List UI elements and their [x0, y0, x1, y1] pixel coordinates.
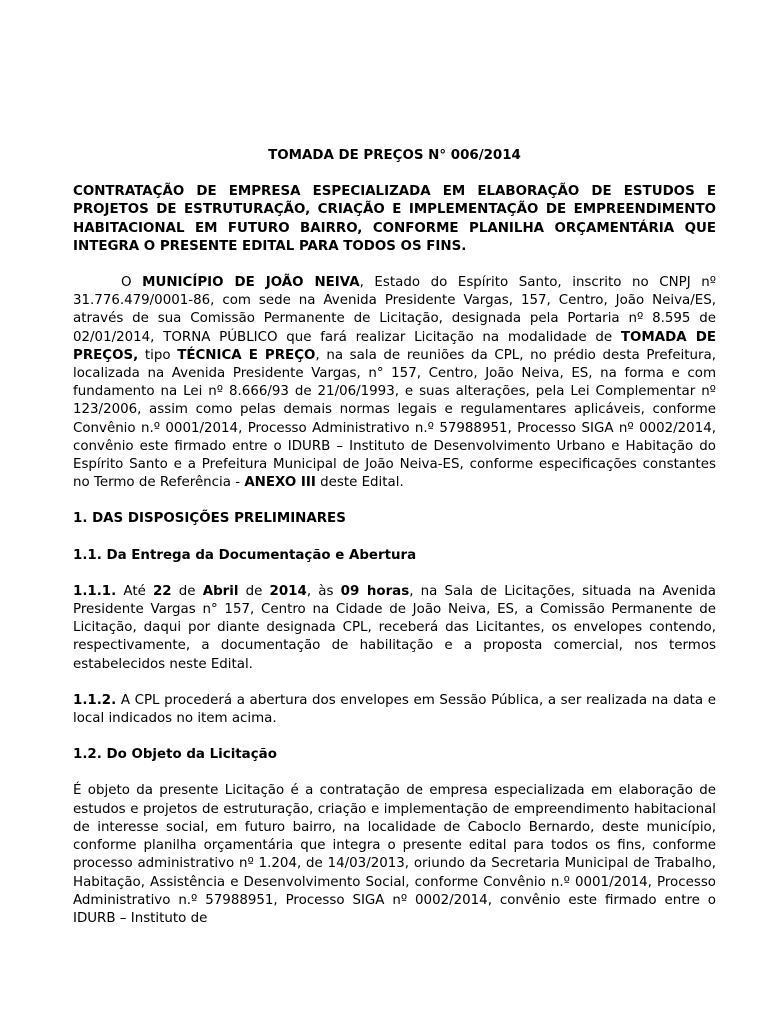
intro-text-1: O — [121, 275, 143, 291]
intro-paragraph — [73, 274, 716, 492]
intro-bold-municipio: MUNICÍPIO DE JOÃO NEIVA — [142, 275, 360, 291]
object-paragraph: É objeto da presente Licitação é a contratação de empresa especializada em elaboração de estudos e projetos de estruturação, criação e implementação de empreendimento habitacional de interesse social, em futuro bairro, na localidade de Caboclo Bernardo, deste município, conforme planilha orçamentária que integra o presente edital para todos os fins, conforme processo administrativo nº 1.204, de 14/03/2013, oriundo da Secretaria Municipal de Trabalho, Habitação, Assistência e Desenvolvimento Social, conforme Convênio n.º 0001/2014, Processo Administrativo n.º 57988951, Processo SIGA nº 0002/2014, convênio este firmado entre o IDURB – Instituto de — [73, 783, 716, 926]
item-1-1-1-year: 2014 — [269, 583, 307, 599]
intro-text-5: deste Edital. — [315, 475, 404, 491]
section-heading-1: 1. DAS DISPOSIÇÕES PRELIMINARES — [73, 511, 346, 527]
item-1-1-1 — [73, 583, 716, 674]
intro-text-4: , na sala de reuniões da CPL, no prédio desta Prefeitura, localizada na Avenida Presidente Vargas, n° 157, Centro, João Neiva, ES, na forma e com fundamento na Lei nº 8.666/93 de 21/06/1993, e suas alterações, pela Lei Complementar nº 123/2006, assim como pelas demais normas legais e regulamentares aplicáveis, conforme Convênio n.º 0001/2014, Processo Administrativo n.º 57988951, Processo SIGA nº 0002/2014, convênio este firmado entre o IDURB – Instituto de Desenvolvimento Urbano e Habitação do Espírito Santo e a Prefeitura Municipal de João Neiva-ES, conforme especificações constantes no Termo de Referência - — [73, 347, 716, 491]
intro-bold-tipo: TÉCNICA E PREÇO — [177, 347, 316, 363]
item-1-1-2-number: 1.1.2. — [73, 692, 117, 708]
item-1-1-2-text: A CPL procederá a abertura dos envelopes em Sessão Pública, a ser realizada na data e local indicados no item acima. — [73, 692, 716, 727]
intro-text-3: tipo — [138, 347, 178, 363]
subsection-heading-1-2: 1.2. Do Objeto da Licitação — [73, 747, 277, 763]
item-1-1-1-month: Abril — [202, 583, 239, 599]
intro-bold-anexo: ANEXO III — [244, 475, 316, 491]
document-title: TOMADA DE PREÇOS N° 006/2014 — [268, 148, 521, 163]
subsection-heading-1-1: 1.1. Da Entrega da Documentação e Abertura — [73, 547, 417, 563]
item-1-1-1-text-b: de — [171, 583, 203, 599]
item-1-1-1-day: 22 — [152, 583, 172, 599]
item-1-1-1-number: 1.1.1. — [73, 583, 117, 599]
item-1-1-1-text-a: Até — [116, 583, 153, 599]
object-heading: CONTRATAÇÃO DE EMPRESA ESPECIALIZADA EM ELABORAÇÃO DE ESTUDOS E PROJETOS DE ESTRUTURAÇÃO, CRIAÇÃO E IMPLEMENTAÇÃO DE EMPREENDIMENTO HABITACIONAL EM FUTURO BAIRRO, CONFORME PLANILHA ORÇAMENTÁRIA QUE INTEGRA O PRESENTE EDITAL PARA TODOS OS FINS. — [73, 184, 716, 254]
item-1-1-1-hour: 09 horas — [340, 583, 410, 599]
document-page — [73, 147, 716, 946]
item-1-1-1-text-c: de — [238, 583, 270, 599]
item-1-1-1-text-d: , às — [306, 583, 341, 599]
intro-bold-modalidade: TOMADA DE PREÇOS, — [73, 329, 717, 363]
item-1-1-1-text-e: , na Sala de Licitações, situada na Avenida Presidente Vargas n° 157, Centro na Cidade de João Neiva, ES, a Comissão Permanente de Licitação, daqui por diante designada CPL, receberá das Licitantes, os envelopes contendo, respectivamente, a documentação de habilitação e a proposta comercial, nos termos estabelecidos neste Edital. — [73, 583, 716, 672]
item-1-1-2 — [73, 692, 716, 728]
intro-text-2: , Estado do Espírito Santo, inscrito no CNPJ nº 31.776.479/0001-86, com sede na Avenida Presidente Vargas, 157, Centro, João Neiva/ES, através de sua Comissão Permanente de Licitação, designada pela Portaria nº 8.595 de 02/01/2014, TORNA PÚBLICO que fará realizar Licitação na modalidade de — [73, 275, 717, 345]
